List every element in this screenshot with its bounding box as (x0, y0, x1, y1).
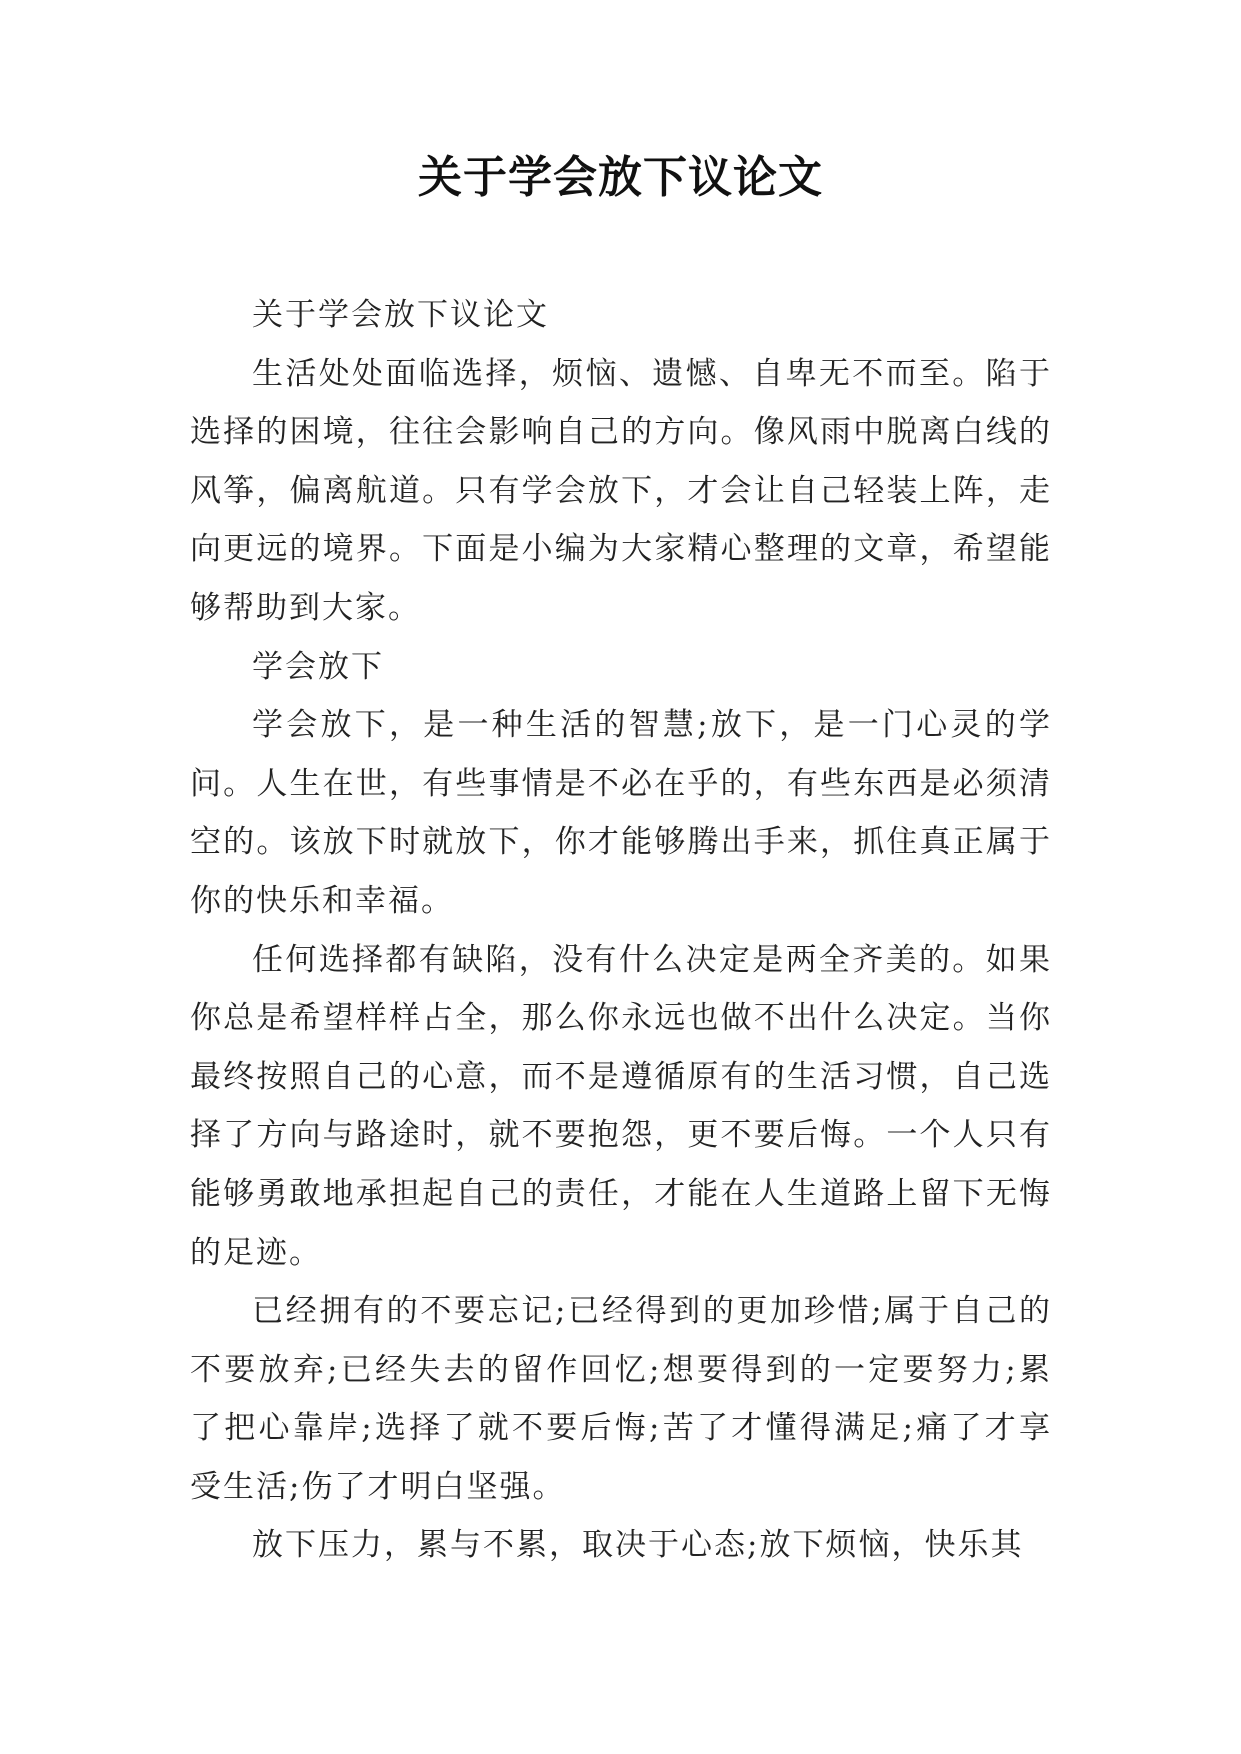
paragraph: 学会放下，是一种生活的智慧;放下，是一门心灵的学问。人生在世，有些事情是不必在乎的，有些东西是必须清空的。该放下时就放下，你才能够腾出手来，抓住真正属于你的快乐和幸福。 (190, 707, 1052, 919)
section-heading: 学会放下 (252, 648, 384, 685)
paragraph: 已经拥有的不要忘记;已经得到的更加珍惜;属于自己的不要放弃;已经失去的留作回忆;想要得到的一定要努力;累了把心靠岸;选择了就不要后悔;苦了才懂得满足;痛了才享受生活;伤了才明白坚强。 (190, 1293, 1052, 1505)
paragraph: 生活处处面临选择，烦恼、遗憾、自卑无不而至。陷于选择的困境，往往会影响自己的方向。像风雨中脱离白线的风筝，偏离航道。只有学会放下，才会让自己轻装上阵，走向更远的境界。下面是小编为大家精心整理的文章，希望能够帮助到大家。 (190, 355, 1052, 626)
document-body (190, 286, 1052, 1575)
document-title: 关于学会放下议论文 (418, 152, 823, 203)
paragraph: 关于学会放下议论文 (252, 297, 549, 333)
paragraph: 放下压力，累与不累，取决于心态;放下烦恼，快乐其 (252, 1527, 1024, 1564)
paragraph: 任何选择都有缺陷，没有什么决定是两全齐美的。如果你总是希望样样占全，那么你永远也做不出什么决定。当你最终按照自己的心意，而不是遵循原有的生活习惯，自己选择了方向与路途时，就不要抱怨，更不要后悔。一个人只有能够勇敢地承担起自己的责任，才能在人生道路上留下无悔的足迹。 (190, 941, 1052, 1271)
